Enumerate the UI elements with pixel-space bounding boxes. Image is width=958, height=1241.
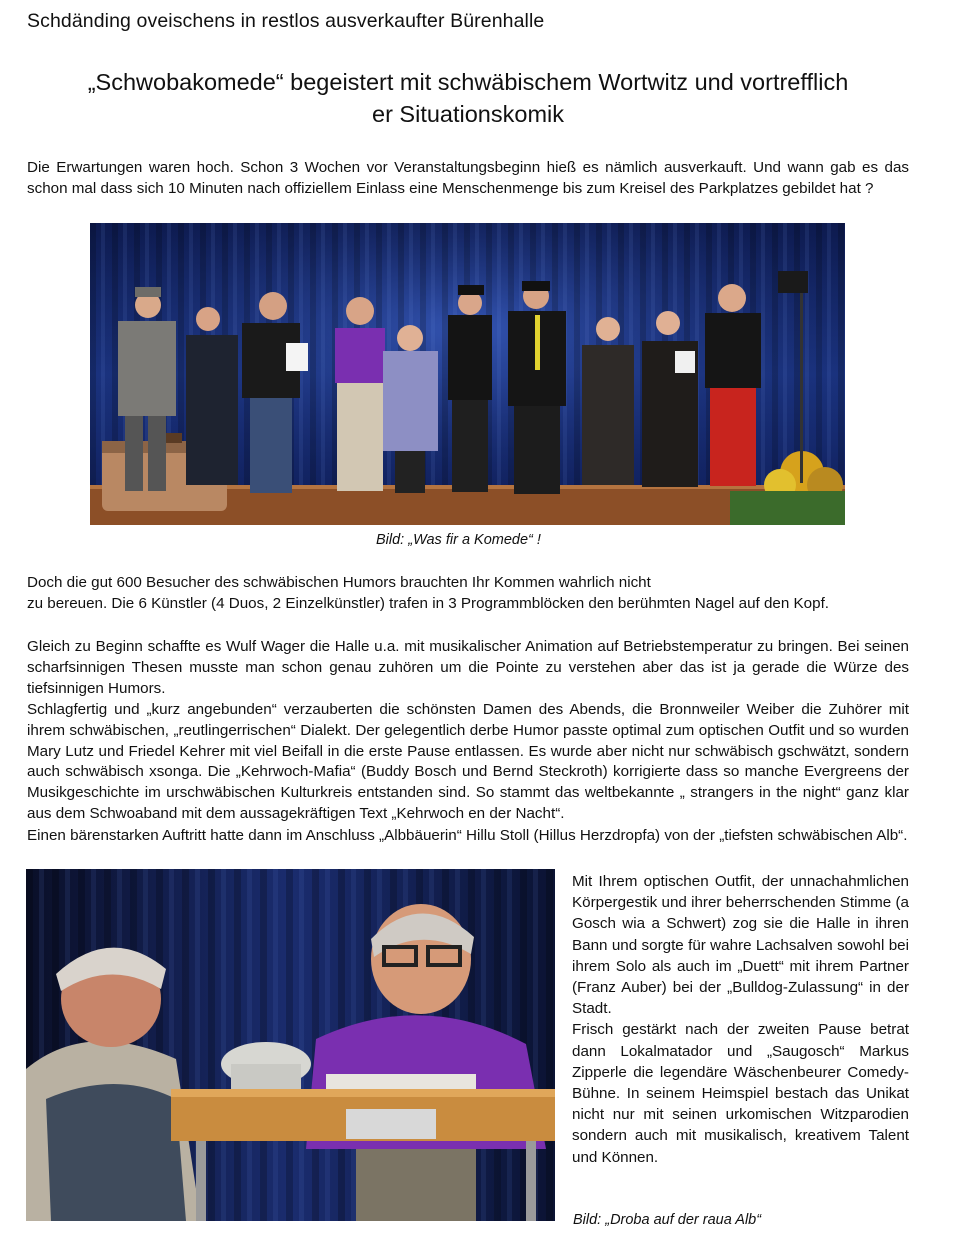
- telephone-prop: [221, 1042, 311, 1092]
- photo1-caption: Bild: „Was fir a Komede“ !: [376, 532, 541, 548]
- article-kicker: Schdänding oveischens in restlos ausverkaufter Bürenhalle: [27, 10, 545, 32]
- headline-line-1: „Schwobakomede“ begeistert mit schwäbischem Wortwitz und vortrefflich: [87, 69, 849, 95]
- article-headline: [27, 66, 909, 130]
- side-column: [572, 871, 909, 1168]
- stage-group-photo: [90, 223, 845, 525]
- headline-line-2: er Situationskomik: [372, 101, 564, 127]
- side-paragraph-2: Frisch gestärkt nach der zweiten Pause betrat dann Lokalmatador und „Saugosch“ Markus Zipperle die legendäre Wäschenbeurer Comedy-Bühne. In seinem Heimspiel bestach das Unikat nicht nur mit seinen urkomischen Witzparodien sondern auch mit musikalisch, kreativem Talent und Können.: [572, 1021, 909, 1166]
- paragraph-visitors-line-1: Doch die gut 600 Besucher des schwäbischen Humors brauchten Ihr Kommen wahrlich nicht: [27, 574, 651, 591]
- side-paragraph-1: Mit Ihrem optischen Outfit, der unnachahmlichen Körpergestik und ihrer beherrschenden Stimme (a Gosch wia a Schwert) zog sie die Halle in ihren Bann und sorgte für wahre Lachsalven sowohl bei ihrem Solo als auch im „Duett“ mit ihrem Partner (Franz Auber) bei der „Bulldog-Zulassung“ in der Stadt.: [572, 873, 909, 1018]
- intro-paragraph: Die Erwartungen waren hoch. Schon 3 Wochen vor Veranstaltungsbeginn hieß es nämlich ausverkauft. Und wann gab es das schon mal dass sich 10 Minuten nach offiziellem Einlass eine Menschenmenge bis zum Kreisel des Parkplatzes gebildet hat ?: [27, 159, 909, 197]
- paragraph-visitors: [27, 573, 909, 615]
- paragraph-wulf-wager: Gleich zu Beginn schaffte es Wulf Wager die Halle u.a. mit musikalischer Animation auf Betriebstemperatur zu bringen. Bei seinen scharfsinnigen Thesen musste man schon genau zuhören um die Pointe zu verstehen aber das ist ja gerade die Würze des tiefsinnigen Humors.: [27, 638, 909, 697]
- paragraph-bronnweiler-weiber: Schlagfertig und „kurz angebunden“ verzauberten die schönsten Damen des Abends, die Bronnweiler Weiber die Zuhörer mit ihrem schwäbischen, „reutlingerrischen“ Dialekt. Der gelegentlich derbe Humor passte optimal zum optischen Outfit und so wurden Mary Lutz und Friedel Kehrer mit viel Beifall in die erste Pause entlassen. Es wurde aber nicht nur schwäbisch gschwätzt, sondern auch schwäbisch xsonga. Die „Kehrwoch-Mafia“ (Buddy Bosch und Bernd Steckroth) korrigierte dass so manche Evergreens der Musikgeschichte im urschwäbischen Kulturkreis entstanden sind. So stammt das weltbekannte „ strangers in the night“ ganz klar aus dem Schwoaband mit dem aussagekräftigen Text „Kehrwoch en der Nacht“.: [27, 701, 909, 822]
- paragraph-albbaeuerin: Einen bärenstarken Auftritt hatte dann im Anschluss „Albbäuerin“ Hillu Stoll (Hillus Herzdropfa) von der „tiefsten schwäbischen Alb“.: [27, 827, 908, 844]
- paragraph-visitors-line-2: zu bereuen. Die 6 Künstler (4 Duos, 2 Einzelkünstler) trafen in 3 Programmblöcken den berühmten Nagel auf den Kopf.: [27, 594, 830, 612]
- photo2-caption: Bild: „Droba auf der raua Alb“: [573, 1212, 762, 1228]
- comedy-duo-photo: [26, 869, 555, 1221]
